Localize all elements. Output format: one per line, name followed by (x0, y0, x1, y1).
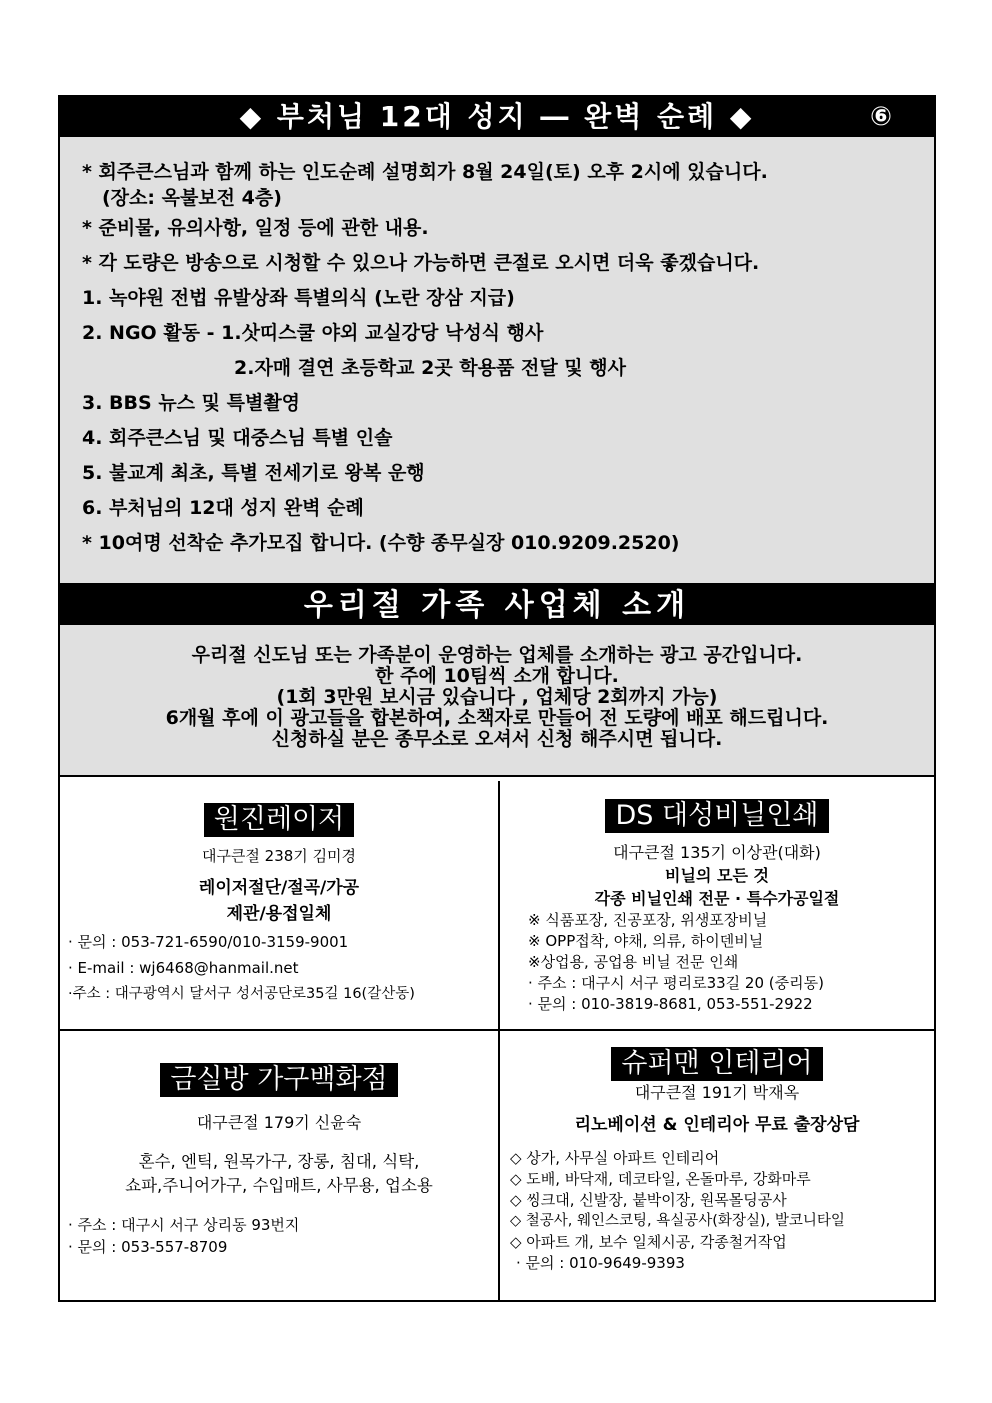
ad-detail: ·주소 : 대구광역시 달서구 성서공단로35길 16(갈산동) (68, 986, 415, 1002)
ad-detail: ※ OPP접착, 야채, 의류, 하이덴비닐 (528, 932, 764, 950)
ad-geumsilbang-furniture (60, 1031, 500, 1302)
intro-line: 6개월 후에 이 광고들을 합본하여, 소책자로 만들어 전 도량에 배포 해드립니다. (165, 707, 829, 729)
ad-headline: 비닐의 모든 것 (665, 866, 769, 885)
pilgrimage-title: ◆ 부처님 12대 성지 ― 완벽 순례 ◆ (239, 100, 755, 133)
notice-line: * 10여명 선착순 추가모집 합니다. (수향 종무실장 010.9209.2520) (82, 532, 680, 554)
ad-detail: ◇ 아파트 개, 보수 일체시공, 각종철거작업 (510, 1233, 787, 1251)
ad-detail: · 문의 : 053-721-6590/010-3159-9001 (68, 933, 349, 951)
notice-line: * 준비물, 유의사항, 일정 등에 관한 내용. (82, 217, 429, 239)
pilgrimage-banner (60, 97, 934, 137)
ad-detail: ◇ 도배, 바닥재, 데코타일, 온돌마루, 강화마루 (510, 1170, 811, 1188)
ad-member: 대구큰절 191기 박재옥 (634, 1083, 800, 1102)
ad-headline: 리노베이션 & 인테리아 무료 출장상담 (574, 1115, 860, 1135)
notice-line: 2.자매 결연 초등학교 2곳 학용품 전달 및 행사 (234, 357, 626, 379)
ad-detail: ◇ 상가, 사무실 아파트 인테리어 (510, 1149, 720, 1167)
intro-line: (1회 3만원 보시금 있습니다 , 업체당 2회까지 가능) (276, 686, 718, 708)
ad-wonjin-laser (60, 781, 500, 1031)
ad-member: 대구큰절 135기 이상관(대화) (613, 843, 821, 862)
ad-items: 혼수, 엔틱, 원목가구, 장롱, 침대, 식탁, (138, 1152, 420, 1171)
notice-line: (장소: 옥불보전 4층) (102, 187, 282, 209)
bulletin-frame (58, 95, 936, 1302)
notice-line: 6. 부처님의 12대 성지 완벽 순례 (82, 497, 364, 519)
ad-superman-interior (500, 1031, 934, 1302)
ad-detail: · 주소 : 대구시 서구 평리로33길 20 (중리동) (528, 974, 824, 992)
intro-line: 한 주에 10팀씩 소개 합니다. (375, 665, 619, 687)
notice-line: 1. 녹야원 전법 유발상좌 특별의식 (노란 장삼 지급) (82, 287, 515, 309)
ad-name: 원진레이저 (204, 803, 354, 837)
notice-line: 2. NGO 활동 - 1.삿띠스쿨 야외 교실강당 낙성식 행사 (82, 322, 544, 344)
ad-detail: ※상업용, 공업용 비닐 전문 인쇄 (528, 953, 739, 971)
ad-detail: ◇ 철공사, 웨인스코팅, 욕실공사(화장실), 발코니타일 (510, 1213, 845, 1229)
notice-line: * 회주큰스님과 함께 하는 인도순례 설명회가 8월 24일(토) 오후 2시에 있습니다. (82, 161, 768, 183)
ad-name: 슈퍼맨 인테리어 (611, 1047, 822, 1081)
ad-daesung-vinyl (500, 781, 934, 1031)
ad-member: 대구큰절 179기 신윤숙 (196, 1113, 362, 1132)
notice-line: * 각 도량은 방송으로 시청할 수 있으나 가능하면 큰절로 오시면 더욱 좋겠습니다. (82, 252, 760, 274)
ad-headline: 제관/용접일체 (226, 904, 332, 924)
notice-line: 3. BBS 뉴스 및 특별촬영 (82, 392, 301, 414)
family-business-banner: 우리절 가족 사업체 소개 (60, 583, 934, 625)
ad-member: 대구큰절 238기 김미경 (201, 847, 357, 865)
pilgrimage-notice (60, 137, 934, 583)
ad-detail: · E-mail : wj6468@hanmail.net (68, 959, 299, 977)
ad-detail: ※ 식품포장, 진공포장, 위생포장비닐 (528, 911, 768, 929)
ad-headline: 레이저절단/절곡/가공 (198, 878, 360, 898)
ad-items: 쇼파,주니어가구, 수입매트, 사무용, 업소용 (125, 1176, 433, 1195)
ad-detail: · 문의 : 010-3819-8681, 053-551-2922 (528, 995, 813, 1013)
intro-line: 우리절 신도님 또는 가족분이 운영하는 업체를 소개하는 광고 공간입니다. (191, 644, 803, 666)
ad-detail: · 주소 : 대구시 서구 상리동 93번지 (68, 1216, 300, 1234)
notice-line: 4. 회주큰스님 및 대중스님 특별 인솔 (82, 427, 393, 449)
ad-name: DS 대성비닐인쇄 (605, 799, 828, 833)
ad-detail: · 문의 : 053-557-8709 (68, 1238, 228, 1256)
family-business-intro (60, 625, 934, 777)
notice-line: 5. 불교계 최초, 특별 전세기로 왕복 운행 (82, 462, 425, 484)
ad-detail: · 문의 : 010-9649-9393 (516, 1254, 685, 1272)
ad-headline: 각종 비닐인쇄 전문 · 특수가공일절 (594, 889, 840, 908)
intro-line: 신청하실 분은 종무소로 오셔서 신청 해주시면 됩니다. (271, 728, 723, 750)
page-marker: ⑥ (869, 102, 892, 132)
ad-detail: ◇ 씽크대, 신발장, 붙박이장, 원목몰딩공사 (510, 1191, 787, 1209)
ad-name: 금실방 가구백화점 (160, 1063, 397, 1097)
